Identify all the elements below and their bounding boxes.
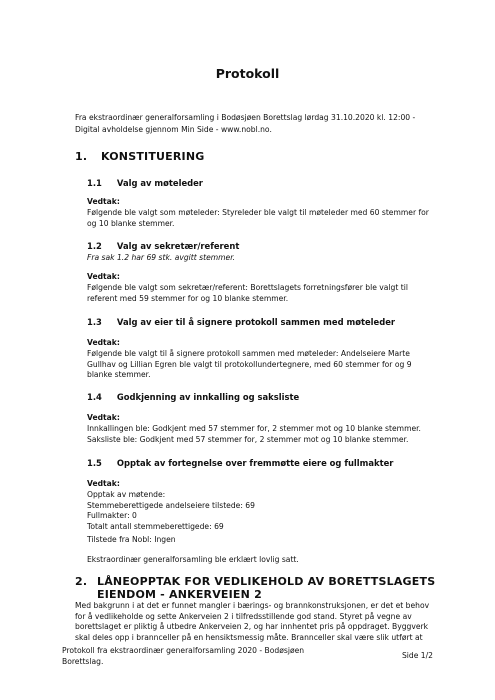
text-line: Saksliste ble: Godkjent med 57 stemmer for, 2 stemmer mot og 10 blanke stemmer. [87, 434, 409, 444]
footer-text: Protokoll fra ekstraordinær generalforsamling 2020 - Bodøsjøen [62, 646, 305, 655]
text-line: Stemmeberettigede andelseiere tilstede: 69 [87, 500, 255, 510]
text-line: Med bakgrunn i at det er funnet mangler i bærings- og brannkonstruksjonen, er det et behov [75, 601, 430, 610]
text-line: Følgende ble valgt som møteleder: Styreleder ble valgt til møteleder med 60 stemmer for [87, 208, 429, 217]
section-number: 1. [75, 150, 88, 163]
section-2-text [75, 601, 435, 643]
decision-text [87, 208, 432, 229]
intro-text [75, 112, 435, 135]
text-line: referent med 59 stemmer for og 10 blanke stemmer. [87, 293, 289, 303]
subsection-title: Valg av eier til å signere protokoll sammen med møteleder [116, 317, 396, 327]
subsection-number: 1.3 [87, 317, 102, 327]
subsection-number: 1.2 [87, 241, 102, 251]
text-line: skal deles opp i brannceller på en hensiktsmessig måte. Brannceller skal være slik utført at [75, 632, 423, 642]
text-line: for å vedlikeholde og sette Ankerveien 2 i tilfredsstillende god stand. Styret på vegne av [75, 611, 412, 621]
subsection-title: Opptak av fortegnelse over fremmøtte eiere og fullmakter [116, 458, 394, 468]
decision-label: Vedtak: [87, 413, 120, 422]
subsection-heading-1-2 [87, 241, 239, 251]
footer-text: Borettslag. [62, 656, 104, 666]
decision-label: Vedtak: [87, 272, 120, 281]
subsection-heading-1-5 [87, 458, 393, 468]
subsection-number: 1.1 [87, 178, 102, 188]
vote-note: Fra sak 1.2 har 69 stk. avgitt stemmer. [87, 253, 236, 262]
decision-text [87, 283, 432, 304]
section-title: LÅNEOPPTAK FOR VEDLIKEHOLD AV BORETTSLAGETS [97, 575, 436, 588]
subsection-title: Valg av sekretær/referent [116, 241, 240, 251]
subsection-heading-1-3 [87, 317, 395, 327]
text-line: blanke stemmer. [87, 370, 151, 379]
page-title: Protokoll [215, 66, 280, 81]
text-line: Totalt antall stemmeberettigede: 69 [87, 521, 224, 531]
page-footer [62, 646, 432, 667]
text-line: Innkallingen ble: Godkjent med 57 stemmer for, 2 stemmer mot og 10 blanke stemmer. [87, 424, 421, 433]
subsection-heading-1-4 [87, 392, 299, 402]
decision-label: Vedtak: [87, 479, 120, 488]
lawful-statement: Ekstraordinær generalforsamling ble erklært lovlig satt. [87, 555, 299, 564]
text-line: Opptak av møtende: [87, 490, 166, 499]
text-line: og 10 blanke stemmer. [87, 218, 175, 228]
attendance-text [87, 490, 432, 532]
section-number: 2. [75, 575, 88, 588]
text-line: Fullmakter: 0 [87, 511, 137, 520]
subsection-heading-1-1 [87, 178, 203, 188]
decision-label: Vedtak: [87, 338, 120, 347]
subsection-number: 1.4 [87, 392, 102, 402]
text-line: Følgende ble valgt som sekretær/referent: Borettslagets forretningsfører ble valgt til [87, 283, 408, 292]
section-heading-2 [75, 575, 435, 601]
text-line: Gullhav og Lillian Egren ble valgt til protokollundertegnere, med 60 stemmer for og 9 [87, 359, 412, 369]
intro-line: Digital avholdelse gjennom Min Side - www.nobl.no. [75, 124, 272, 134]
decision-text [87, 349, 432, 381]
subsection-title: Valg av møteleder [116, 178, 203, 188]
page-number: Side 1/2 [401, 651, 433, 660]
subsection-title: Godkjenning av innkalling og saksliste [116, 392, 300, 402]
section-heading-1 [75, 150, 204, 163]
intro-line: Fra ekstraordinær generalforsamling i Bodøsjøen Borettslag lørdag 31.10.2020 kl. 12:00 - [75, 113, 416, 122]
subsection-number: 1.5 [87, 458, 102, 468]
decision-label: Vedtak: [87, 197, 120, 206]
nobl-attendance: Tilstede fra Nobl: Ingen [87, 535, 176, 544]
text-line: Følgende ble valgt til å signere protokoll sammen med møteleder: Andelseiere Marte [87, 349, 410, 358]
text-line: borettslaget er pliktig å utbedre Ankerveien 2, og har innhentet pris på oppdraget. Byggverk [75, 622, 429, 631]
section-title-continued: EIENDOM - ANKERVEIEN 2 [97, 588, 262, 601]
decision-text [87, 424, 432, 445]
section-title: KONSTITUERING [101, 150, 205, 163]
